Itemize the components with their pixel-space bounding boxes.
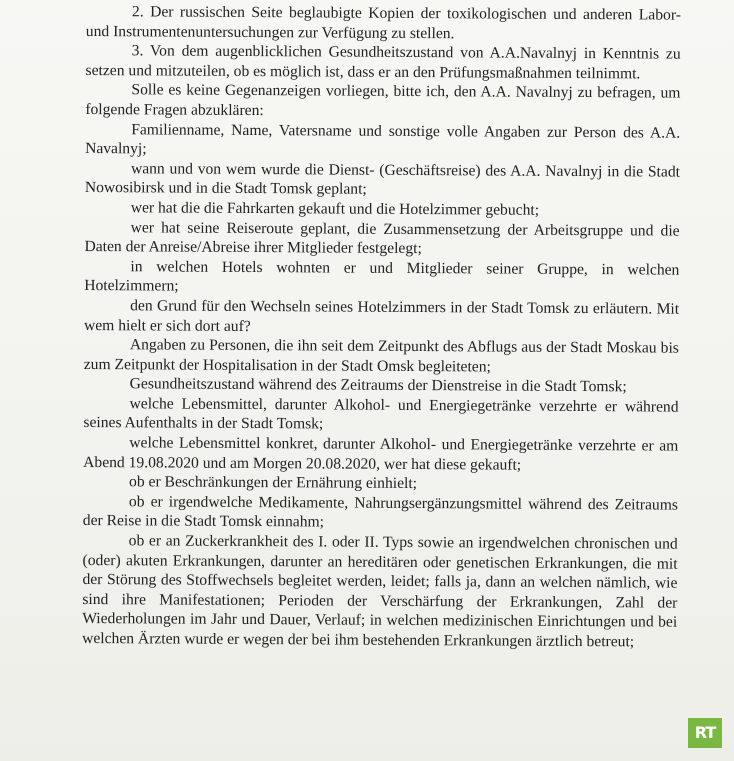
paragraph-item-2: 2. Der russischen Seite beglaubigte Kopien der toxikologischen und anderen Labor- und Instrumentenuntersuchungen zur Verfügung zu stellen.: [85, 3, 681, 42]
paragraph-request: Solle es keine Gegenanzeigen vorliegen, bitte ich, den A.A. Navalnyj zu befragen, um folgende Fragen abzuklären:: [85, 81, 681, 120]
question-room-change: den Grund für den Wechseln seines Hotelzimmers in der Stadt Tomsk zu erläutern. Mit wem hielt er sich dort auf?: [83, 297, 680, 335]
question-trip-planning: wann und von wem wurde die Dienst- (Geschäftsreise) des A.A. Navalnyj in die Stadt Nowosibirsk und in die Stadt Tomsk geplant;: [84, 160, 681, 199]
question-route: wer hat seine Reiseroute geplant, die Zusammensetzung der Arbeitsgruppe und die Daten der Anreise/Abreise ihrer Mitglieder festgelegt;: [84, 218, 680, 258]
document-body: [82, 2, 681, 652]
rt-logo-watermark: RT: [688, 718, 722, 748]
question-tickets: wer hat die die Fahrkarten gekauft und die Hotelzimmer gebucht;: [130, 199, 540, 219]
paragraph-item-3: 3. Von dem augenblicklichen Gesundheitszustand von A.A.Navalnyj in Kenntnis zu setzen und mitzuteilen, ob es möglich ist, dass er an den Prüfungsmaßnahmen teilnimmt.: [85, 42, 681, 83]
question-full-name: Familienname, Name, Vatersname und sonstige volle Angaben zur Person des A.A. Navalnyj;: [85, 120, 681, 158]
question-health: Gesundheitszustand während des Zeitraums der Dienstreise in die Stadt Tomsk;: [129, 375, 627, 396]
question-companions: Angaben zu Personen, die ihn seit dem Zeitpunkt des Abflugs aus der Stadt Moskau bis zum Zeitpunkt der Hospitalisation in der Stadt Omsk begleiteten;: [83, 336, 679, 376]
question-medication: ob er irgendwelche Medikamente, Nahrungsergänzungsmittel während des Zeitraums der Reise in die Stadt Tomsk einnahm;: [82, 493, 678, 531]
question-hotels: in welchen Hotels wohnten er und Mitglieder seiner Gruppe, in welchen Hotelzimmern;: [84, 257, 680, 295]
question-diet: ob er Beschränkungen der Ernährung einhielt;: [129, 473, 418, 493]
question-food-tomsk: welche Lebensmittel, darunter Alkohol- und Energiegetränke verzehrte er während seines Aufenthalts in der Stadt Tomsk;: [83, 395, 679, 433]
question-diseases: ob er an Zuckerkrankheit des I. oder II. Typs sowie an irgendwelchen chronischen und (oder) akuten Erkrankungen, darunter an hereditären oder genetischen Erkrankungen, die mit der Störung des Stoffwechsels begleitet werden, leidet; falls ja, dann an welchen nämlich, wie sind ihre Manifestationen; Perioden der Verschärfung der Erkrankungen, Zahl der Wiederholungen im Jahr und Dauer, Verlauf; in welchen medizinischen Einrichtungen und bei welchen Ärzten wurde er wegen der bei ihm bestehenden Erkrankungen ärztlich betreut;: [82, 532, 678, 651]
question-food-dates: welche Lebensmittel konkret, darunter Alkohol- und Energiegetränke verzehrte er am Abend 19.08.2020 und am Morgen 20.08.2020, wer hat diese gekauft;: [83, 434, 679, 474]
